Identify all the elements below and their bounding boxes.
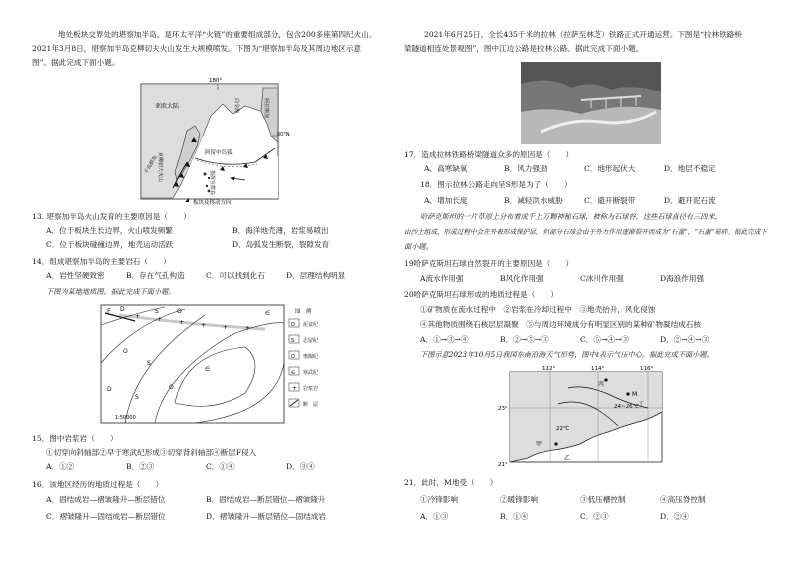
q19-option-a[interactable]: A流水作用强 <box>420 274 464 283</box>
lon-label: 116° <box>640 366 654 372</box>
q21-option-d[interactable]: D．②④ <box>660 512 689 521</box>
q13-option-d[interactable]: D．岛弧发生断裂，裂隙发育 <box>232 240 330 249</box>
bering-sea-label: 白令海 <box>233 98 239 114</box>
svg-text:岩浆岩: 岩浆岩 <box>303 386 319 392</box>
q15-option-a[interactable]: A．①② <box>46 462 75 471</box>
q13-stem: 13. 堪察加半岛火山发育的主要原因是（ ） <box>32 212 191 221</box>
q17-option-a[interactable]: A．高寒缺氧 <box>424 164 468 173</box>
q15-stem: 15．图中岩浆岩（ ） <box>32 434 118 443</box>
svg-text:+: + <box>179 319 185 326</box>
svg-text:D: D <box>291 322 295 328</box>
q19-option-d[interactable]: D海浪作用强 <box>660 274 705 283</box>
q19-option-c[interactable]: C冰川作用强 <box>580 274 624 283</box>
q21-option-a[interactable]: A．①③ <box>420 512 449 521</box>
q21-statement-2: ②暖锋影响 <box>500 495 538 504</box>
q20-option-c[interactable]: C．⑤→④→③ <box>580 335 629 344</box>
unit-label: O <box>169 384 174 391</box>
svg-text:志留纪: 志留纪 <box>303 338 319 344</box>
q13-option-c[interactable]: C．位于板块碰撞边界，地壳运动活跃 <box>46 240 174 249</box>
unit-label: D <box>120 306 125 313</box>
q20-stem: 20哈萨克斯坦石球形成的地质过程是（ ） <box>404 290 558 299</box>
lat-label: 60°N <box>277 132 290 138</box>
q21-option-b[interactable]: B．①④ <box>500 512 529 521</box>
asia-label: 亚欧大陆 <box>155 103 180 110</box>
alaska-label: 阿拉斯加 <box>263 98 269 119</box>
unit-label: S <box>135 394 139 401</box>
q18-stem: 18．图示拉林公路走向呈S形是为了（ ） <box>420 180 572 189</box>
map-legend-label: 板块及移动方向 <box>193 200 232 206</box>
lon-label: 180° <box>209 78 223 84</box>
unit-label: O <box>177 308 182 315</box>
kuril-label: 千岛群岛 <box>143 154 159 175</box>
svg-text:+: + <box>201 322 207 329</box>
legend-title: 图 例 <box>295 309 312 315</box>
unit-label: ∈ <box>265 310 271 317</box>
commander-label: 指挥官群岛 <box>209 170 215 196</box>
r-intro2-line-1: 哈萨克斯坦的一片草原上分布着成千上万颗神秘石球，被称为石球谷，这些石球直径有三四米， <box>420 212 722 221</box>
q15-option-c[interactable]: C．①④ <box>206 462 235 471</box>
q21-stem: 21．此时，M地受（ ） <box>404 478 498 487</box>
intro-line-3: 图”。据此完成下面小题。 <box>32 58 120 67</box>
q20-option-d[interactable]: D．②→④→③ <box>660 335 710 344</box>
intro-line-1: 地处板块交界处的堪察加半岛，是环太平洋“火链”的重要组成部分，包含200多座第四纪火山。 <box>58 30 377 39</box>
point-label: 丁 <box>638 401 645 408</box>
point-label: 乙 <box>564 455 571 462</box>
svg-text:奥陶纪: 奥陶纪 <box>303 354 319 360</box>
q17-option-b[interactable]: B．风力强劲 <box>504 164 548 173</box>
svg-text:+: + <box>157 316 163 323</box>
isotherm-label: 22℃ <box>556 426 570 432</box>
svg-text:断 层: 断 层 <box>303 402 319 408</box>
q20-statements-1: ①矿物质在流水过程中 ②岩浆在冷却过程中 ③地壳抬升，风化侵蚀 <box>420 305 656 314</box>
q13-option-b[interactable]: B．海洋地壳薄，岩浆易喷出 <box>232 226 329 235</box>
q16-option-c[interactable]: C．褶皱隆升—固结成岩—断层错位 <box>46 512 166 521</box>
unit-label: S <box>155 308 159 315</box>
arc-label: 阿留申岛弧 <box>205 150 233 156</box>
q17-option-c[interactable]: C．地形起伏大 <box>584 164 636 173</box>
lat-label: 21° <box>498 462 508 468</box>
svg-text:+: + <box>245 325 251 332</box>
svg-text:+: + <box>292 385 298 392</box>
q14-option-d[interactable]: D．层理结构明显 <box>286 271 346 280</box>
intro-geology-map: 下图为某地地质图。据此完成下面小题。 <box>46 287 176 296</box>
svg-text:泥盆纪: 泥盆纪 <box>303 322 319 328</box>
legend-ordovician <box>289 351 318 360</box>
q14-option-a[interactable]: A．岩性坚硬致密 <box>46 271 105 280</box>
fault-label: F <box>107 307 111 315</box>
legend-devonian <box>289 319 318 328</box>
unit-label: O <box>123 348 128 355</box>
q17-stem: 17．造成拉林铁路桥梁隧道众多的原因是（ ） <box>404 150 574 159</box>
volcano-label: 克柳切夫火山 <box>157 152 163 183</box>
kamchatka-map <box>125 76 290 206</box>
q16-option-a[interactable]: A．固结成岩—褶皱隆升—断层错位 <box>46 495 166 504</box>
q13-option-a[interactable]: A．位于板块生长边界，火山喷发频繁 <box>46 226 173 235</box>
svg-text:+: + <box>135 313 141 320</box>
intro-line-2: 2021年3月8日，堪察加半岛克柳切夫火山发生大规模喷发。下图为“堪察加半岛及其周边地区示意 <box>32 44 362 53</box>
q14-option-c[interactable]: C．可以找到化石 <box>206 271 265 280</box>
q18-option-c[interactable]: C．避开断裂带 <box>584 196 636 205</box>
q21-option-c[interactable]: C．②③ <box>580 512 609 521</box>
r-intro2-line-2: 由沙土组成，形成过程中会在外表形成保护层，但部分石球会由于外力作用逐渐裂开而成为“石蛋”，“石蛋”易碎。据此完成下 <box>404 228 767 236</box>
r-intro2-line-3: 面小题。 <box>404 242 433 251</box>
q16-stem: 16．该地区经历的地质过程是（ ） <box>32 480 164 489</box>
q18-option-d[interactable]: D．避开泥石流 <box>664 196 716 205</box>
svg-text:∈: ∈ <box>291 370 296 376</box>
q21-statement-3: ③低压槽控制 <box>580 495 626 504</box>
q18-option-a[interactable]: A．增加长度 <box>424 196 468 205</box>
scale-label: 1:50000 <box>115 415 136 421</box>
geology-map <box>95 303 350 428</box>
unit-label: ∈ <box>205 366 211 373</box>
q17-option-d[interactable]: D．地层不稳定 <box>664 164 716 173</box>
isotherm-label: 24~26℃ <box>614 404 639 410</box>
svg-text:+: + <box>223 324 229 331</box>
unit-label: D <box>107 386 112 393</box>
svg-text:S: S <box>291 338 295 344</box>
q19-option-b[interactable]: B风化作用强 <box>500 274 544 283</box>
q14-stem: 14．组成堪察加半岛的主要岩石（ ） <box>32 257 171 266</box>
r-intro3: 下图示意2023年10月5日我国东南沿海天气形势，图中ℓ表示气压中心。据此完成下面小题。 <box>420 350 714 359</box>
svg-text:O: O <box>291 354 295 360</box>
q20-option-a[interactable]: A．①→③→④ <box>420 335 469 344</box>
q21-statement-1: ①冷锋影响 <box>420 495 458 504</box>
r-intro-line-1: 2021年6月25日，全长435千米的拉林（拉萨至林芝）铁路正式开通运营。下图是“拉林铁路桥 <box>424 30 742 39</box>
svg-text:寒武纪: 寒武纪 <box>303 370 319 376</box>
q15-option-d[interactable]: D．③④ <box>286 462 315 471</box>
q20-statements-2: ④其他物质围绕石核层层凝聚 ⑤与周边环境成分有明显区别的某种矿物凝结成石核 <box>420 320 701 329</box>
lat-label: 23° <box>498 406 508 412</box>
r-intro-line-2: 梁隧道相连处景观图”，图中江边公路是拉林公路。据此完成下面小题。 <box>404 44 644 53</box>
unit-label: S <box>147 360 151 367</box>
q20-option-b[interactable]: B．②→⑤→③ <box>500 335 549 344</box>
point-label: 丙 <box>598 381 605 388</box>
q15-option-b[interactable]: B．②③ <box>126 462 155 471</box>
weather-map <box>498 364 668 472</box>
point-label: 甲 <box>536 441 543 448</box>
q16-option-d[interactable]: D．褶皱隆升—断层错位—固结成岩 <box>206 512 326 521</box>
lon-label: 114° <box>591 366 605 372</box>
q21-statement-4: ④高压脊控制 <box>660 495 706 504</box>
q16-option-b[interactable]: B．固结成岩—断层错位—褶皱隆升 <box>206 495 326 504</box>
point-label: M <box>632 391 638 398</box>
q18-option-b[interactable]: B．减轻洪水威胁 <box>504 196 563 205</box>
legend-cambrian <box>289 367 318 376</box>
lon-label: 112° <box>542 366 556 372</box>
q14-option-b[interactable]: B．存在气孔构造 <box>126 271 185 280</box>
legend-silurian <box>289 335 318 344</box>
legend-fault <box>289 399 318 408</box>
q15-statements: ①切穿向斜轴部②早于寒武纪形成③切穿背斜轴部④断层F侵入 <box>46 448 257 457</box>
legend-magmatic <box>289 383 318 392</box>
railway-photo <box>521 62 661 144</box>
q19-stem: 19哈萨克斯坦石球自然裂开的主要原因是（ ） <box>404 259 574 268</box>
